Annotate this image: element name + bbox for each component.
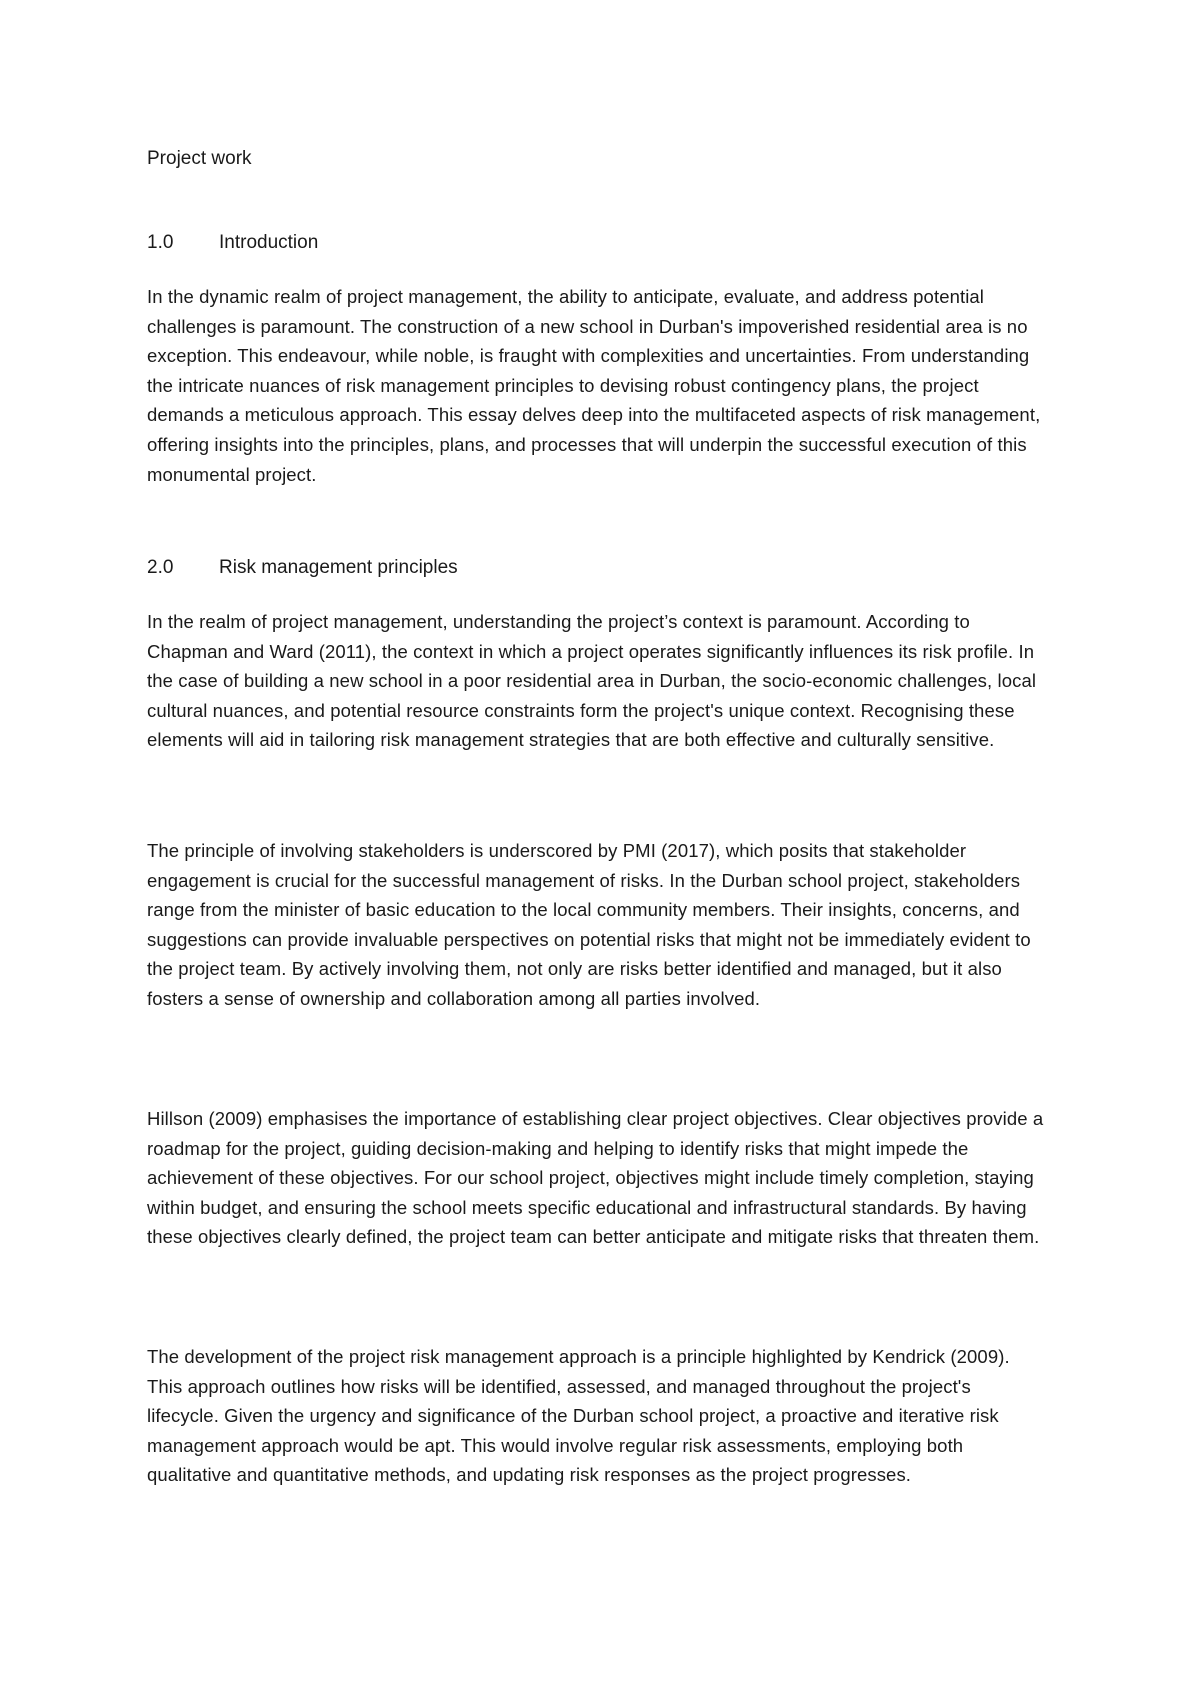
- section-heading-introduction: [147, 231, 318, 255]
- section-number: 2.0: [147, 557, 174, 578]
- section-title: Introduction: [219, 232, 319, 253]
- document-title: Project work: [147, 148, 252, 169]
- section-number: 1.0: [147, 232, 174, 253]
- context-paragraph: In the realm of project management, understanding the project’s context is paramount. According to Chapman and Ward (2011), the context in which a project operates significantly influences its risk profile. In the case of building a new school in a poor residential area in Durban, the socio-economic challenges, local cultural nuances, and potential resource constraints form the project's unique context. Recognising these elements will aid in tailoring risk management strategies that are both effective and culturally sensitive.: [147, 611, 1037, 751]
- section-title: Risk management principles: [219, 557, 458, 578]
- section-heading-risk-management-principles: [147, 556, 458, 580]
- objectives-paragraph: Hillson (2009) emphasises the importance of establishing clear project objectives. Clear objectives provide a roadmap for the project, guiding decision-making and helping to identify risks that might impede the achievement of these objectives. For our school project, objectives might include timely completion, staying within budget, and ensuring the school meets specific educational and infrastructural standards. By having these objectives clearly defined, the project team can better anticipate and mitigate risks that threaten them.: [147, 1108, 1044, 1248]
- stakeholders-paragraph: The principle of involving stakeholders is underscored by PMI (2017), which posits that stakeholder engagement is crucial for the successful management of risks. In the Durban school project, stakeholders range from the minister of basic education to the local community members. Their insights, concerns, and suggestions can provide invaluable perspectives on potential risks that might not be immediately evident to the project team. By actively involving them, not only are risks better identified and managed, but it also fosters a sense of ownership and collaboration among all parties involved.: [147, 840, 1031, 1009]
- introduction-paragraph: In the dynamic realm of project management, the ability to anticipate, evaluate, and address potential challenges is paramount. The construction of a new school in Durban's impoverished residential area is no exception. This endeavour, while noble, is fraught with complexities and uncertainties. From understanding the intricate nuances of risk management principles to devising robust contingency plans, the project demands a meticulous approach. This essay delves deep into the multifaceted aspects of risk management, offering insights into the principles, plans, and processes that will underpin the successful execution of this monumental project.: [147, 286, 1041, 485]
- approach-paragraph: The development of the project risk management approach is a principle highlighted by Kendrick (2009). This approach outlines how risks will be identified, assessed, and managed throughout the project's lifecycle. Given the urgency and significance of the Durban school project, a proactive and iterative risk management approach would be apt. This would involve regular risk assessments, employing both qualitative and quantitative methods, and updating risk responses as the project progresses.: [147, 1346, 1010, 1486]
